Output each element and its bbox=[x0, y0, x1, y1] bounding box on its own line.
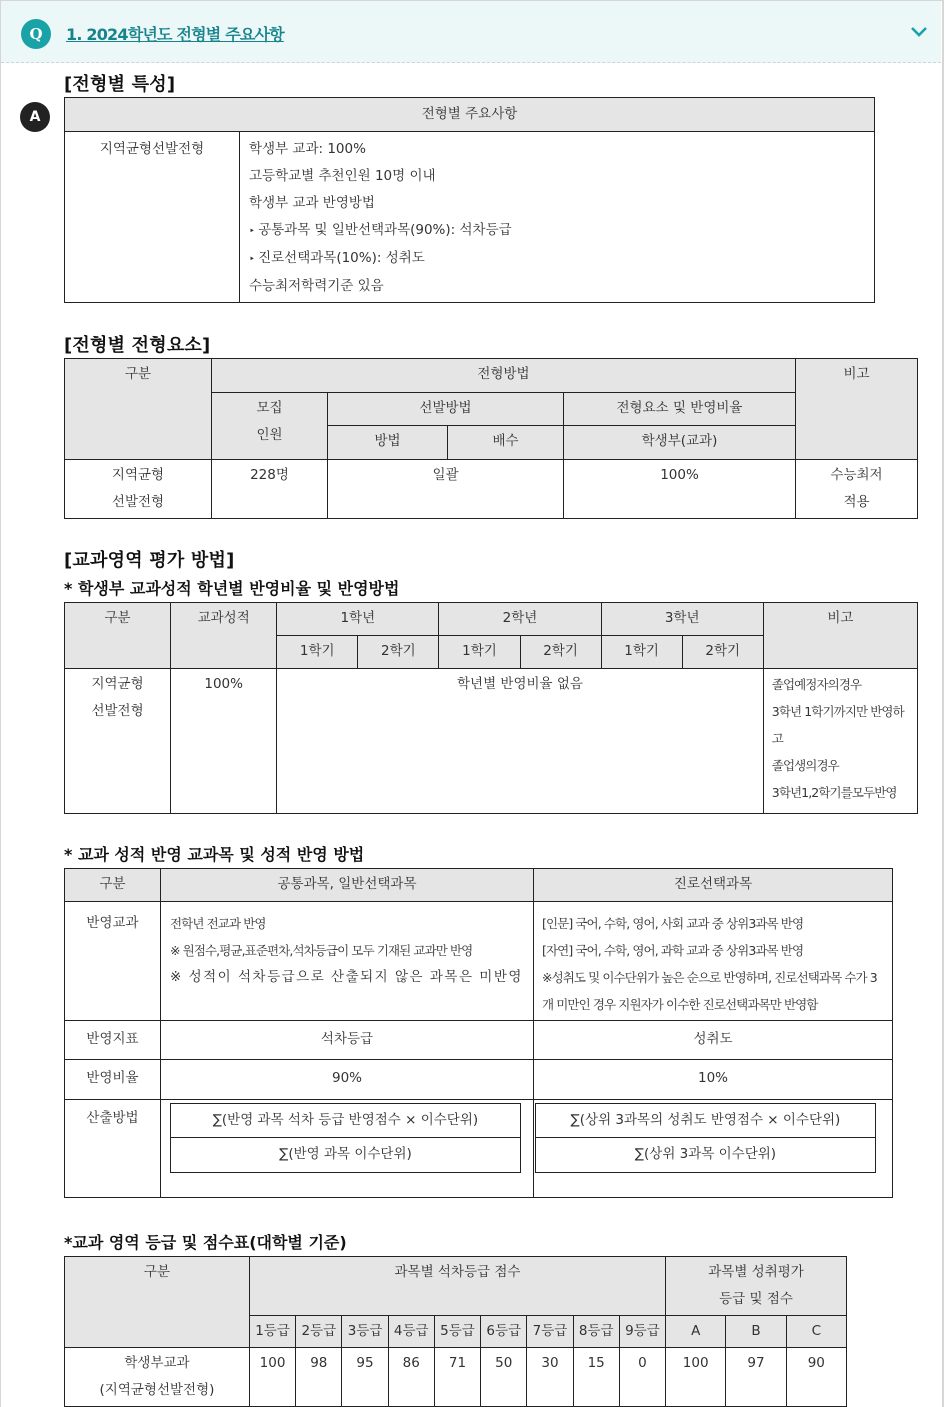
faq-question-bar[interactable] bbox=[1, 1, 941, 63]
header-achieve: 과목별 성취평가 등급 및 점수 bbox=[666, 1257, 847, 1316]
header-year-2: 2학년 bbox=[439, 603, 601, 636]
header-selection: 선발방법 bbox=[328, 393, 564, 426]
subjects-table bbox=[64, 868, 893, 1198]
table-row bbox=[65, 1060, 893, 1100]
cell-score: 100 bbox=[249, 1348, 295, 1407]
cell-career: 10% bbox=[534, 1060, 893, 1100]
cell-common: 90% bbox=[161, 1060, 534, 1100]
header-category: 구분 bbox=[65, 359, 212, 460]
cell-career-formula bbox=[534, 1100, 893, 1198]
characteristics-list bbox=[240, 132, 875, 303]
cell-score: 100 bbox=[666, 1348, 726, 1407]
cell-common: 전학년 전교과 반영 ※ 원점수,평균,표준편차,석차등급이 모두 기재된 교과만 반영 ※ 성적이 석차등급으로 산출되지 않은 과목은 미반영 bbox=[161, 902, 534, 1021]
section-heading-evaluation: [교과영역 평가 방법] bbox=[64, 550, 235, 571]
cell-record: 100% bbox=[564, 460, 796, 519]
cell-score: 86 bbox=[388, 1348, 434, 1407]
header-career: 진로선택과목 bbox=[534, 869, 893, 902]
cell-career: [인문] 국어, 수학, 영어, 사회 교과 중 상위3과목 반영 [자연] 국어, 수학, 영어, 과학 교과 중 상위3과목 반영 ※성취도 및 이수단위가 높은 순으로 반영하며, 진로선택과목 수가 3개 미만인 경우 지원자가 이수한 진로선택과목만 반영함 bbox=[534, 902, 893, 1021]
cell-label: 반영비율 bbox=[65, 1060, 161, 1100]
header-category: 구분 bbox=[65, 869, 161, 902]
question-title-link[interactable]: 1. 2024학년도 전형별 주요사항 bbox=[66, 25, 284, 44]
header-grade: 교과성적 bbox=[171, 603, 277, 669]
cell-common-formula bbox=[161, 1100, 534, 1198]
header-rank-grade: 1등급 bbox=[249, 1316, 295, 1348]
cell-career: 성취도 bbox=[534, 1021, 893, 1060]
cell-category: 지역균형 선발전형 bbox=[65, 669, 171, 814]
header-record: 학생부(교과) bbox=[564, 426, 796, 460]
line: 학생부 교과 반영방법 bbox=[249, 195, 375, 211]
cell-score: 90 bbox=[786, 1348, 846, 1407]
header-semester: 2학기 bbox=[358, 636, 439, 669]
table-row bbox=[65, 1021, 893, 1060]
section-heading-elements: [전형별 전형요소] bbox=[64, 335, 211, 356]
header-rank-grade: 6등급 bbox=[481, 1316, 527, 1348]
cell-label: 반영지표 bbox=[65, 1021, 161, 1060]
header-semester: 1학기 bbox=[277, 636, 358, 669]
cell-score: 0 bbox=[619, 1348, 665, 1407]
header-rank-grade: 7등급 bbox=[527, 1316, 573, 1348]
formula-box: ∑(반영 과목 석차 등급 반영점수 × 이수단위) ∑(반영 과목 이수단위) bbox=[170, 1103, 521, 1173]
header-rank-grade: 3등급 bbox=[342, 1316, 388, 1348]
header-semester: 2학기 bbox=[682, 636, 763, 669]
cell-ratio: 학년별 반영비율 없음 bbox=[277, 669, 764, 814]
header-semester: 1학기 bbox=[601, 636, 682, 669]
cell-selection: 일괄 bbox=[328, 460, 564, 519]
line: 고등학교별 추천인원 10명 이내 bbox=[249, 168, 436, 184]
cell-recruit: 228명 bbox=[212, 460, 328, 519]
header-common: 공통과목, 일반선택과목 bbox=[161, 869, 534, 902]
header-recruit: 모집 인원 bbox=[212, 393, 328, 460]
answer-badge: A bbox=[20, 102, 50, 132]
cell-note: 수능최저 적용 bbox=[796, 460, 918, 519]
header-rank-grade: 5등급 bbox=[434, 1316, 480, 1348]
cell-note: 졸업예정자의경우 3학년 1학기까지만 반영하 고 졸업생의경우 3학년1,2학기를모두반영 bbox=[763, 669, 917, 814]
header-year-1: 1학년 bbox=[277, 603, 439, 636]
header-achieve-grade: C bbox=[786, 1316, 846, 1348]
cell-score: 30 bbox=[527, 1348, 573, 1407]
header-category: 구분 bbox=[65, 1257, 250, 1348]
table-row bbox=[65, 1100, 893, 1198]
header-way: 방법 bbox=[328, 426, 448, 460]
header-achieve-grade: A bbox=[666, 1316, 726, 1348]
header-semester: 1학기 bbox=[439, 636, 520, 669]
table-header: 전형별 주요사항 bbox=[65, 98, 875, 132]
header-note: 비고 bbox=[763, 603, 917, 669]
elements-table bbox=[64, 358, 918, 519]
section-heading-characteristics: [전형별 특성] bbox=[64, 74, 176, 95]
line: 수능최저학력기준 있음 bbox=[249, 278, 384, 294]
bullet-line: ‣ 공통과목 및 일반선택과목(90%): 석차등급 bbox=[249, 217, 870, 245]
header-year-3: 3학년 bbox=[601, 603, 763, 636]
header-rank-grade: 9등급 bbox=[619, 1316, 665, 1348]
characteristics-table bbox=[64, 97, 875, 303]
bullet-line: ‣ 진로선택과목(10%): 성취도 bbox=[249, 245, 870, 273]
header-method: 전형방법 bbox=[212, 359, 796, 393]
formula-box: ∑(상위 3과목의 성취도 반영점수 × 이수단위) ∑(상위 3과목 이수단위) bbox=[535, 1103, 876, 1173]
header-rank-grade: 2등급 bbox=[296, 1316, 342, 1348]
cell-common: 석차등급 bbox=[161, 1021, 534, 1060]
header-rank: 과목별 석차등급 점수 bbox=[249, 1257, 665, 1316]
header-rank-grade: 4등급 bbox=[388, 1316, 434, 1348]
header-multiple: 배수 bbox=[448, 426, 564, 460]
cell-grade: 100% bbox=[171, 669, 277, 814]
question-badge: Q bbox=[21, 19, 51, 49]
header-category: 구분 bbox=[65, 603, 171, 669]
cell-category: 지역균형 선발전형 bbox=[65, 460, 212, 519]
header-achieve-grade: B bbox=[726, 1316, 786, 1348]
cell-label: 산출방법 bbox=[65, 1100, 161, 1198]
cell-score: 15 bbox=[573, 1348, 619, 1407]
row-label: 지역균형선발전형 bbox=[65, 132, 240, 303]
header-semester: 2학기 bbox=[520, 636, 601, 669]
cell-score: 97 bbox=[726, 1348, 786, 1407]
table-row bbox=[65, 669, 918, 814]
cell-score: 98 bbox=[296, 1348, 342, 1407]
line: 학생부 교과: 100% bbox=[249, 141, 366, 157]
cell-score: 50 bbox=[481, 1348, 527, 1407]
header-rank-grade: 8등급 bbox=[573, 1316, 619, 1348]
subheading-score-table: *교과 영역 등급 및 점수표(대학별 기준) bbox=[64, 1233, 347, 1252]
table-row bbox=[65, 902, 893, 1021]
year-ratio-table bbox=[64, 602, 918, 814]
cell-score: 71 bbox=[434, 1348, 480, 1407]
header-note: 비고 bbox=[796, 359, 918, 460]
cell-score: 95 bbox=[342, 1348, 388, 1407]
cell-label: 학생부교과 (지역균형선발전형) bbox=[65, 1348, 250, 1407]
header-elements: 전형요소 및 반영비율 bbox=[564, 393, 796, 426]
grade-score-table bbox=[64, 1256, 847, 1407]
table-row bbox=[65, 460, 918, 519]
table-row bbox=[65, 1348, 847, 1407]
subheading-year-ratio: * 학생부 교과성적 학년별 반영비율 및 반영방법 bbox=[64, 579, 400, 598]
chevron-down-icon[interactable] bbox=[909, 25, 929, 39]
subheading-subjects: * 교과 성적 반영 교과목 및 성적 반영 방법 bbox=[64, 845, 365, 864]
cell-label: 반영교과 bbox=[65, 902, 161, 1021]
